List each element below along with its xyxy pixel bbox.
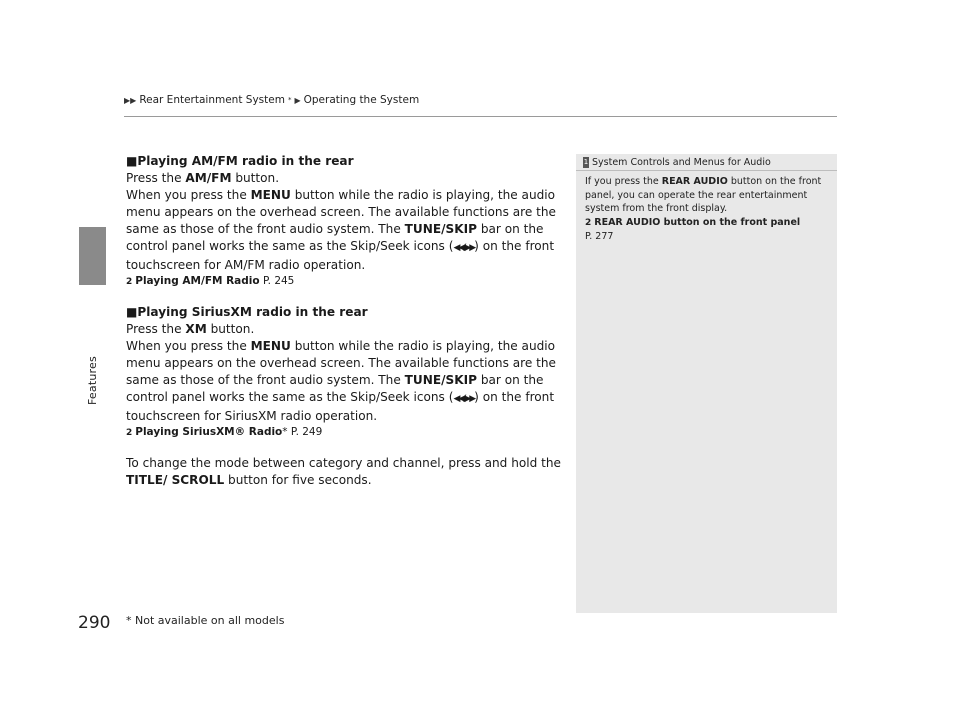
xref-arrow-icon: 2 [585,217,592,228]
xref-am-fm-link[interactable]: 2 Playing AM/FM Radio P. 245 [126,274,562,290]
breadcrumb-arrow-icon: ▶▶ [124,95,137,105]
chapter-tab [79,227,106,285]
section-heading-am-fm: ■Playing AM/FM radio in the rear [126,154,354,168]
breadcrumb [124,94,419,106]
siriusxm-description: When you press the MENU button while the radio is playing, the audio menu appears on the overhead screen. The available functions are the same as those of the front audio system. The TUNE/SKIP bar on the control panel works the same as the Skip/Seek icons (◀◀/▶▶) on the front touchscreen for SiriusXM radio operation. [126,339,556,423]
breadcrumb-section[interactable]: Rear Entertainment System [139,94,285,106]
note-number-badge: 1 [583,158,589,166]
sidebar-xref-link[interactable]: 2 REAR AUDIO button on the front panel [585,216,830,231]
siriusxm-instruction: Press the XM button. [126,322,255,336]
sidebar-note [576,154,837,613]
skip-seek-icon: ◀◀/▶▶ [453,394,475,404]
xref-arrow-icon: 2 [126,428,133,438]
breadcrumb-subsection[interactable]: Operating the System [303,94,420,106]
sidebar-body [585,175,830,244]
sidebar-xref-page: P. 277 [585,231,614,242]
xref-arrow-icon: 2 [126,277,133,287]
am-fm-instruction: Press the AM/FM button. [126,171,280,185]
header-divider [124,116,837,117]
sidebar-divider [576,170,837,171]
am-fm-description: When you press the MENU button while the radio is playing, the audio menu appears on the overhead screen. The available functions are the same as those of the front audio system. The TUNE/SKIP bar on the control panel works the same as the Skip/Seek icons (◀◀/▶▶) on the front touchscreen for AM/FM radio operation. [126,188,556,272]
sidebar-title: 1 System Controls and Menus for Audio [583,157,771,168]
main-content [126,153,562,489]
footnote: * Not available on all models [126,614,285,627]
sidebar-text: If you press the REAR AUDIO button on the front panel, you can operate the rear entertainment system from the front display. [585,176,822,214]
chapter-label: Features [86,356,99,405]
mode-change-text: To change the mode between category and channel, press and hold the TITLE/ SCROLL button for five seconds. [126,456,561,487]
page-number: 290 [78,613,111,633]
xref-siriusxm-link[interactable]: 2 Playing SiriusXM® Radio* P. 249 [126,425,562,441]
breadcrumb-arrow-icon: ▶ [294,95,301,105]
breadcrumb-star: * [287,96,292,104]
skip-seek-icon: ◀◀/▶▶ [453,243,475,253]
section-heading-siriusxm: ■Playing SiriusXM radio in the rear [126,305,368,319]
